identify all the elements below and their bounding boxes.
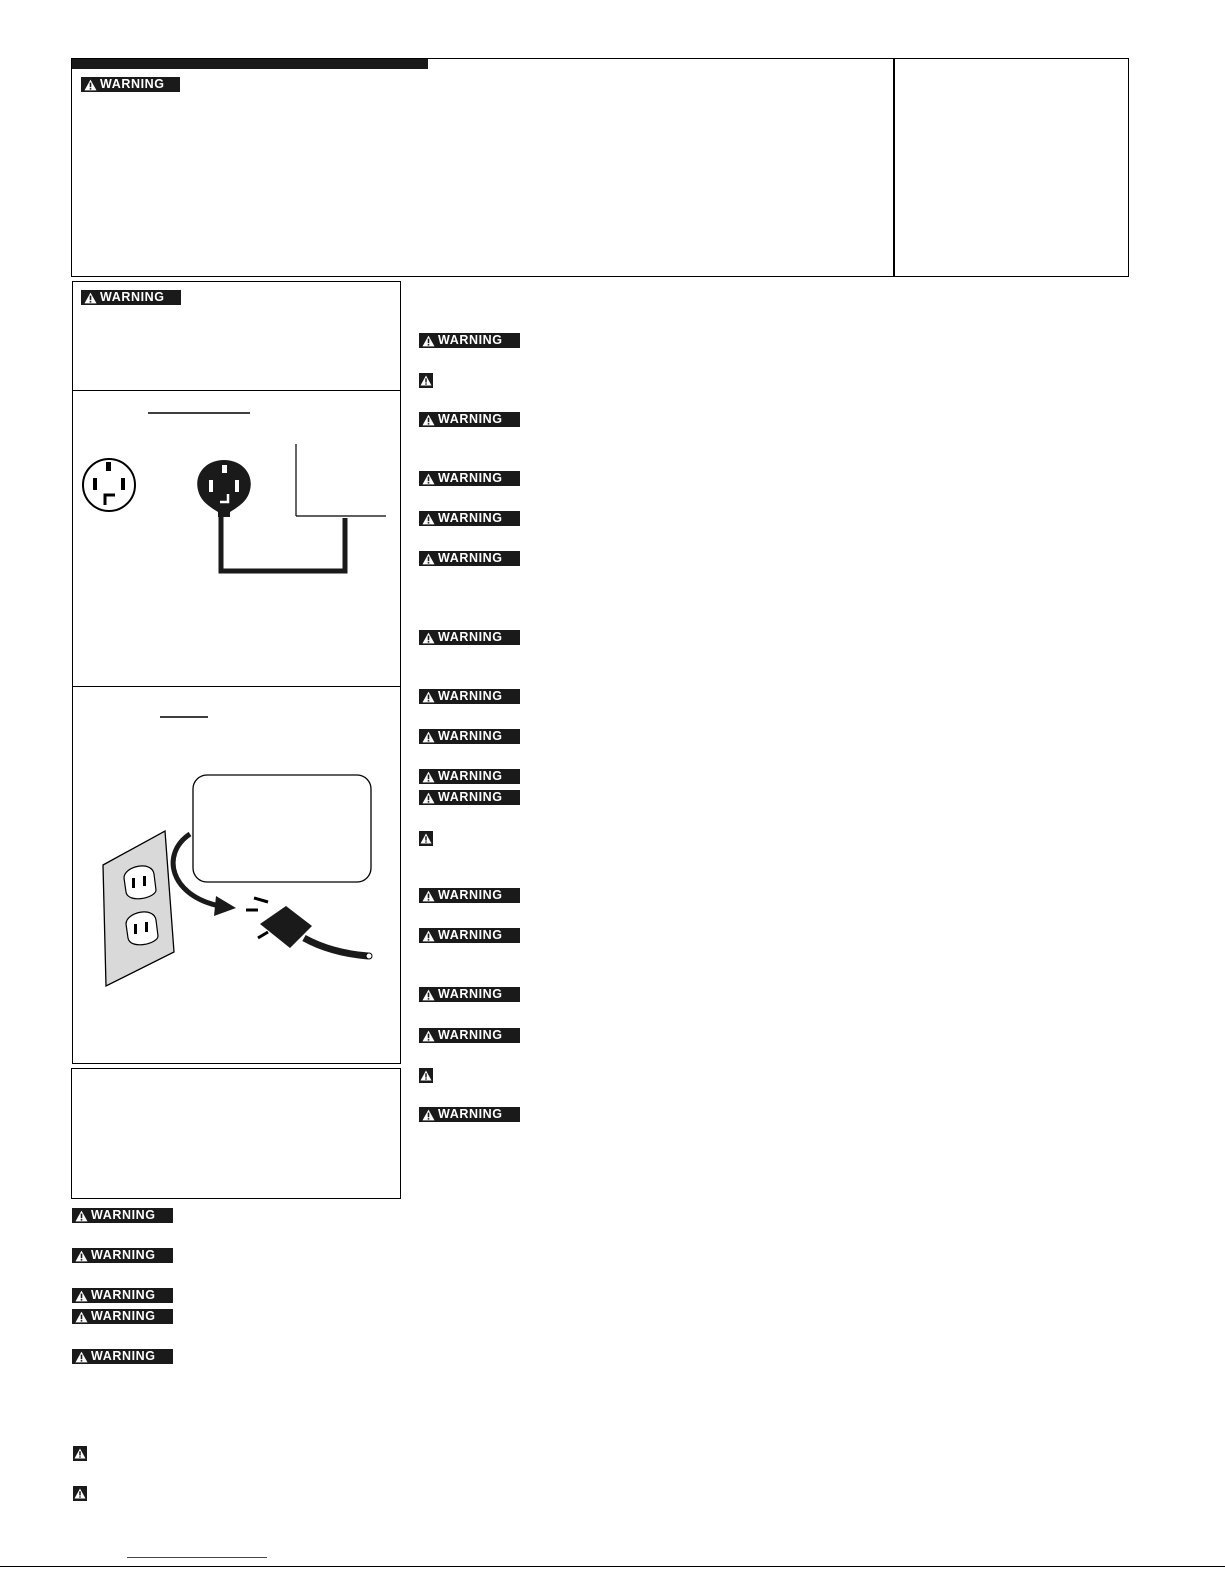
warning-triangle-icon: [75, 1311, 88, 1323]
arrow-head-icon: [214, 896, 236, 916]
warning-triangle-icon: [422, 989, 435, 1001]
warning-badge-text: WARNING: [438, 729, 503, 743]
warning-badge-text: WARNING: [100, 290, 165, 304]
warning-badge: [72, 1349, 173, 1364]
warning-triangle-icon: [84, 79, 97, 91]
warning-badge-text: WARNING: [438, 412, 503, 426]
warning-triangle-icon: [422, 771, 435, 783]
warning-triangle-icon: [422, 731, 435, 743]
warning-triangle-icon: [422, 335, 435, 347]
footer-link-underline[interactable]: [127, 1557, 267, 1558]
header-divider: [893, 59, 895, 276]
warning-badge-text: WARNING: [438, 1107, 503, 1121]
warning-badge-text: WARNING: [100, 77, 165, 91]
warning-badge: [72, 1248, 173, 1263]
warning-triangle-icon: [75, 1351, 88, 1363]
warning-triangle-icon: [422, 792, 435, 804]
warning-symbol-icon: [419, 831, 433, 846]
warning-badge: [81, 77, 180, 92]
warning-badge: [72, 1208, 173, 1223]
warning-badge-text: WARNING: [91, 1288, 156, 1302]
left-info-box: [71, 1068, 401, 1199]
warning-badge-text: WARNING: [91, 1349, 156, 1363]
warning-badge: [81, 290, 181, 305]
four-prong-receptacle-icon: [83, 459, 135, 511]
warning-badge: [419, 1028, 520, 1043]
warning-badge: [419, 790, 520, 805]
warning-symbol-icon: [419, 373, 433, 388]
duplex-outlet-icon: [103, 831, 174, 986]
warning-triangle-icon: [84, 292, 97, 304]
header-title-bar: [72, 59, 428, 69]
warning-badge: [72, 1309, 173, 1324]
warning-badge: [419, 412, 520, 427]
warning-badge-text: WARNING: [438, 928, 503, 942]
footer-rule: [0, 1566, 1225, 1567]
callout-box: [193, 775, 371, 882]
warning-badge: [419, 551, 520, 566]
warning-triangle-icon: [422, 1109, 435, 1121]
warning-triangle-icon: [422, 632, 435, 644]
warning-badge: [419, 511, 520, 526]
receptacle-diagram: [72, 390, 401, 687]
warning-triangle-icon: [422, 414, 435, 426]
warning-badge-text: WARNING: [91, 1248, 156, 1262]
warning-badge-text: WARNING: [438, 551, 503, 565]
warning-badge-text: WARNING: [438, 1028, 503, 1042]
four-prong-plug-icon: [197, 460, 251, 517]
warning-triangle-icon: [422, 513, 435, 525]
warning-badge-text: WARNING: [91, 1208, 156, 1222]
outlet-diagram: [72, 686, 401, 1064]
warning-badge-text: WARNING: [438, 790, 503, 804]
warning-badge: [419, 987, 520, 1002]
warning-badge: [419, 1107, 520, 1122]
warning-symbol-icon: [73, 1486, 87, 1501]
warning-badge: [419, 471, 520, 486]
appliance-cord: [221, 516, 345, 571]
warning-badge-text: WARNING: [438, 888, 503, 902]
warning-badge: [419, 630, 520, 645]
warning-badge-text: WARNING: [438, 769, 503, 783]
warning-badge: [419, 928, 520, 943]
warning-badge: [72, 1288, 173, 1303]
warning-badge-text: WARNING: [438, 987, 503, 1001]
warning-triangle-icon: [75, 1250, 88, 1262]
warning-badge-text: WARNING: [438, 471, 503, 485]
warning-badge-text: WARNING: [438, 333, 503, 347]
warning-badge-text: WARNING: [438, 511, 503, 525]
warning-triangle-icon: [422, 473, 435, 485]
warning-badge: [419, 689, 520, 704]
header-warning-box: [71, 58, 1129, 277]
warning-badge: [419, 729, 520, 744]
warning-triangle-icon: [422, 1030, 435, 1042]
warning-triangle-icon: [422, 930, 435, 942]
warning-triangle-icon: [422, 691, 435, 703]
warning-triangle-icon: [422, 890, 435, 902]
warning-badge: [419, 333, 520, 348]
warning-badge-text: WARNING: [438, 630, 503, 644]
warning-triangle-icon: [422, 553, 435, 565]
three-prong-plug-icon: [246, 898, 372, 959]
warning-badge-text: WARNING: [438, 689, 503, 703]
warning-triangle-icon: [75, 1210, 88, 1222]
warning-badge: [419, 888, 520, 903]
warning-symbol-icon: [419, 1068, 433, 1083]
warning-triangle-icon: [75, 1290, 88, 1302]
warning-badge-text: WARNING: [91, 1309, 156, 1323]
warning-symbol-icon: [73, 1446, 87, 1461]
warning-badge: [419, 769, 520, 784]
